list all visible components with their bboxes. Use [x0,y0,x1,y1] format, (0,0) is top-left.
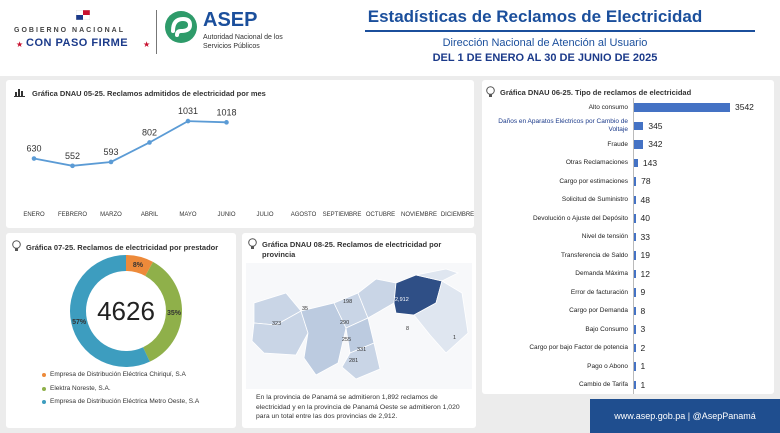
bar [634,233,636,242]
bar-category-label: Pago o Abono [587,362,628,370]
bar-value-label: 78 [641,176,651,187]
line-point [147,140,152,145]
line-point [109,160,114,165]
bar-value-label: 342 [648,139,663,150]
bar-chart [482,98,774,394]
donut-chart-title: Gráfica 07-25. Reclamos de electricidad por prestador [26,243,219,252]
footer-links[interactable]: www.asep.gob.pa | @AsepPanamá [590,399,780,433]
bar [634,344,636,353]
bar-value-label: 40 [640,213,650,224]
bar [634,140,643,149]
map-province-value: 35 [302,306,309,312]
bar [634,288,636,297]
line-chart-card [6,80,474,228]
donut-slice-label: 35% [166,310,181,318]
bar-category-label: Transferencia de Saldo [561,251,628,259]
header [0,0,780,76]
bar [634,103,730,112]
map-province-value: 290 [340,320,350,326]
legend-swatch [42,400,46,404]
star-icon: ★ [143,40,151,49]
bar-category-label: Bajo Consumo [585,325,628,333]
bar-category-label: Cargo por estimaciones [559,177,628,185]
bar [634,196,636,205]
line-x-tick-label: NOVIEMBRE [400,212,438,218]
map-province-value: 2,912 [395,297,409,303]
bar [634,122,643,131]
bar-value-label: 1 [640,379,646,390]
asep-subtitle: Autoridad Nacional de los Servicios Públicos [203,34,283,50]
bar [634,325,636,334]
legend-label: Empresa de Distribución Eléctrica Chiriquí, S.A [50,371,186,378]
bar-category-label: Solicitud de Suministro [561,196,628,203]
map-province-value: 255 [342,337,352,343]
page-title: Estadísticas de Reclamos de Electricidad [367,7,703,26]
donut-chart-card [6,233,236,428]
bar-category-label: Daños en Aparatos Eléctricos por Cambio de Voltaje [498,118,628,133]
donut-slice-label: 57% [72,318,87,326]
bar-category-label: Otras Reclamaciones [565,159,628,166]
bar-value-label: 48 [640,194,650,205]
title-underline [365,30,755,32]
bar-value-label: 8 [640,305,646,316]
bar [634,214,636,223]
line-point [32,156,37,161]
bar-category-label: Cargo por Demanda [569,307,628,314]
bar-value-label: 33 [640,231,650,242]
line-x-tick-label: ENERO [23,212,45,218]
line-data-label: 630 [26,143,42,154]
line-data-label: 1018 [216,107,237,118]
legend-label: Empresa de Distribución Eléctrica Metro Oeste, S.A [50,398,200,405]
map-province-value: 198 [343,299,353,305]
line-x-tick-label: OCTUBRE [365,212,396,218]
bar [634,159,638,168]
donut-legend [42,371,232,412]
bar-value-label: 345 [648,120,663,131]
bar-value-label: 1 [640,361,646,372]
bar-category-label: Fraude [607,140,628,148]
divider [156,10,157,54]
legend-item [42,398,232,407]
donut-total: 4626 [97,296,155,326]
bar-value-label: 19 [640,250,650,261]
donut-chart [61,253,191,373]
map-note: En la provincia de Panamá se admitieron 1,892 reclamos de electricidad y en la provincia de Panamá Oeste se admitieron 1,020 para un total entre las dos provincias de 2,912. [256,394,460,420]
line-x-tick-label: SEPTIEMBRE [322,212,362,218]
line-data-label: 1031 [177,106,199,117]
legend-swatch [42,373,46,377]
map-title: Gráfica DNAU 08-25. Reclamos de electricidad por provincia [262,240,442,259]
bar-category-label: Demanda Máxima [575,270,628,277]
bar-value-label: 12 [640,268,650,279]
lightbulb-icon [248,238,257,250]
bar-axis-line [633,98,634,394]
date-range: DEL 1 DE ENERO AL 30 DE JUNIO DE 2025 [432,52,658,64]
bar-category-label: Devolución o Ajuste del Depósito [532,214,628,222]
line-x-tick-label: FEBRERO [57,212,88,218]
bar-chart-icon [14,87,25,97]
bar [634,381,636,390]
page-subtitle: Dirección Nacional de Atención al Usuario [442,37,648,49]
map-card [242,233,476,428]
line-chart-title: Gráfica DNAU 05-25. Reclamos admitidos de electricidad por mes [32,89,266,98]
line-point [186,119,191,124]
bar-value-label: 143 [642,157,658,168]
lightbulb-icon [12,240,21,252]
star-icon: ★ [16,40,24,49]
map-province-value: 323 [272,321,282,327]
bar-category-label: Nivel de tensión [581,233,628,240]
line-x-tick-label: JULIO [256,212,274,218]
map-province-value: 1 [453,335,457,341]
line-series [34,121,227,166]
line-x-tick-label: ABRIL [140,212,159,218]
line-x-tick-label: MARZO [100,212,122,218]
line-point [224,120,229,125]
bar-chart-card [482,80,774,394]
bar-value-label: 3542 [735,102,754,113]
line-data-label: 802 [141,127,158,138]
asep-name: ASEP [203,9,258,31]
line-x-tick-label: AGOSTO [290,212,317,218]
bar-value-label: 2 [640,342,646,353]
bar [634,307,636,316]
bar [634,251,636,260]
map-province-value: 8 [406,326,410,332]
line-x-tick-label: JUNIO [217,212,236,218]
gov-top-text: GOBIERNO NACIONAL [14,27,125,34]
bar-chart-title: Gráfica DNAU 06-25. Tipo de reclamos de electricidad [500,88,692,97]
asep-logo-icon [163,9,199,45]
bar-value-label: 9 [640,287,646,298]
line-x-tick-label: DICIEMBRE [440,212,474,218]
bar [634,270,636,279]
bar-category-label: Error de facturación [570,288,628,296]
map-province-value: 331 [357,347,367,353]
legend-item [42,385,232,394]
line-data-label: 552 [64,150,81,161]
line-chart [6,100,474,228]
legend-swatch [42,387,46,391]
donut-slice-label: 8% [132,262,143,270]
bar-category-label: Cambio de Tarifa [578,381,628,388]
bar-category-label: Alto consumo [588,103,628,111]
bar [634,177,636,186]
legend-item [42,371,232,380]
bar-value-label: 3 [640,324,646,335]
bar-category-label: Cargo por bajo Factor de potencia [529,344,628,351]
lightbulb-icon [486,86,495,98]
panama-flag-icon [76,10,90,20]
line-x-tick-label: MAYO [179,212,197,218]
gov-main-text: CON PASO FIRME [26,37,129,49]
legend-label: Elektra Noreste, S.A. [50,384,111,392]
line-point [70,164,75,169]
map-province-value: 281 [349,358,359,364]
bar [634,362,636,371]
line-data-label: 593 [103,146,119,157]
